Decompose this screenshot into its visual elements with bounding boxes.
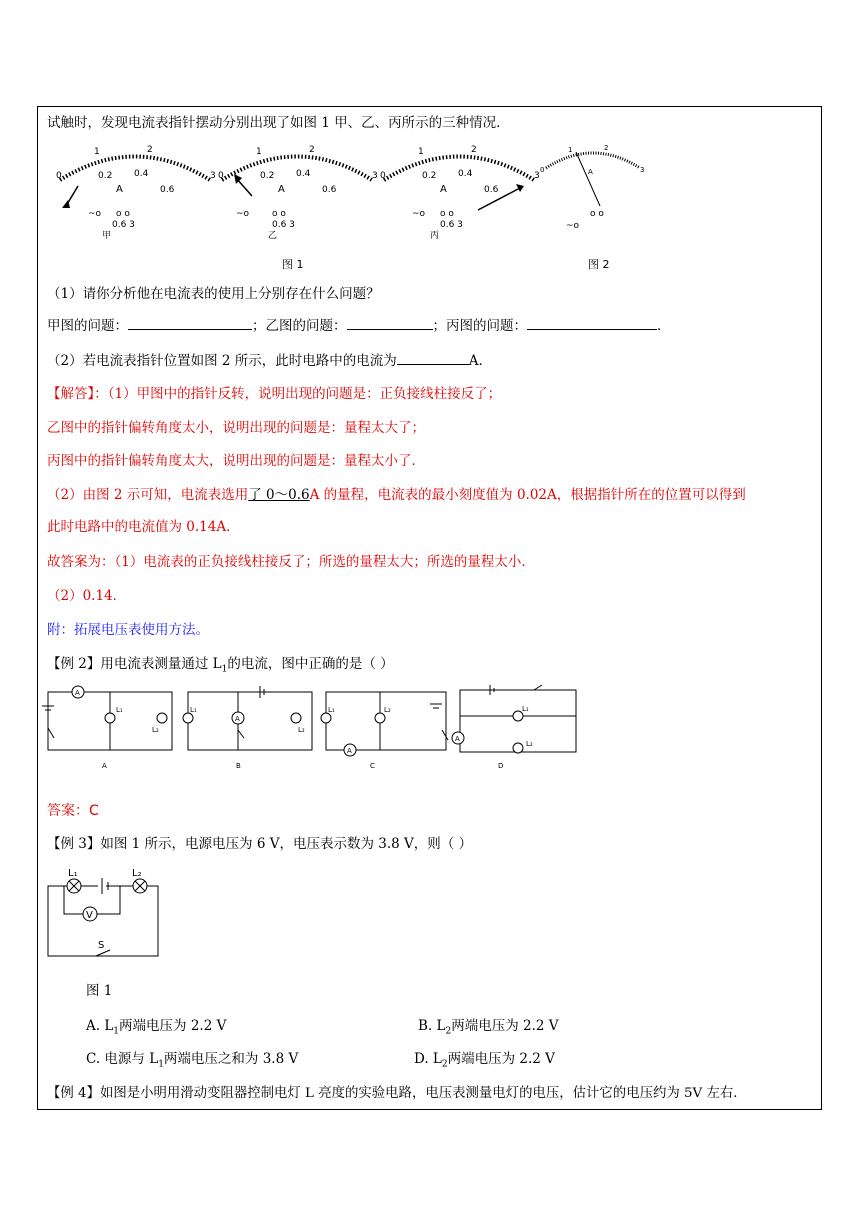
svg-text:A: A [440,184,447,195]
circuit-a [42,686,172,750]
option-d-post: 两端电压为 2.2 V [447,1051,555,1067]
svg-text:0.6 3: 0.6 3 [112,220,135,230]
svg-text:0.2: 0.2 [260,171,275,181]
svg-text:2: 2 [604,144,609,152]
meter-fig2 [540,144,644,231]
svg-text:0.4: 0.4 [458,169,473,179]
option-b [418,1017,559,1041]
example-2-pre: 【例 2】用电流表测量通过 L [47,656,222,672]
svg-text:1: 1 [418,147,424,157]
meter-yi [218,145,378,241]
example-3-fig-caption: 图 1 [86,983,113,999]
question-1-blanks [47,316,671,335]
svg-text:2: 2 [309,145,315,155]
intro-text: 试触时，发现电流表指针摆动分别出现了如图 1 甲、乙、丙所示的三种情况． [47,115,510,131]
option-d-sub: 2 [441,1059,448,1070]
answer-line-2: 乙图中的指针偏转角度太小，说明出现的问题是：量程太大了； [47,420,425,436]
svg-text:o o: o o [272,209,286,219]
svg-text:~o: ~o [566,221,580,231]
circuit-label-c: C [370,762,375,770]
option-c-post: 两端电压之和为 3.8 V [163,1051,299,1067]
circuit-d [452,685,576,753]
answer-line-1 [47,385,501,403]
option-c [86,1050,298,1074]
answer-4-a: （2）由图 2 示可知，电流表选用 [47,487,249,503]
option-b-sub: 2 [445,1026,452,1037]
answer-blank-jia[interactable] [128,316,252,330]
svg-text:0: 0 [380,171,386,181]
answer-4-b: A 的量程，电流表的最小刻度值为 0.02A，根据指针所在的位置可以得到 [309,487,746,503]
svg-text:3: 3 [640,166,645,174]
option-a-post: 两端电压为 2.2 V [119,1018,227,1034]
svg-text:0.6: 0.6 [484,185,499,195]
svg-text:S: S [98,940,105,951]
option-a [86,1017,226,1041]
svg-text:0.2: 0.2 [98,171,113,181]
svg-text:3: 3 [534,171,540,181]
svg-text:0.6: 0.6 [322,185,337,195]
blank-label-bing: ；丙图的问题： [432,318,527,334]
svg-text:A: A [588,168,593,176]
answer-line-7: （2）0.14． [47,588,127,604]
example-2 [47,655,394,679]
svg-text:0.6 3: 0.6 3 [440,220,463,230]
option-d [414,1050,555,1074]
svg-text:0: 0 [540,166,545,174]
svg-text:~o: ~o [88,209,102,219]
circuit-label-d: D [498,762,504,770]
question-1: （1）请你分析他在电流表的使用上分别存在什么问题？ [47,286,380,302]
option-a-pre: A. L [86,1018,114,1034]
label-bing: 丙 [430,231,440,241]
label-jia: 甲 [102,231,112,241]
fig2-caption: 图 2 [588,258,610,271]
blank-end: ． [657,318,671,334]
svg-text:0: 0 [218,171,224,181]
answer-1-text: ：（1）甲图中的指针反转，说明出现的问题是：正负接线柱接反了； [94,386,502,402]
circuit-b [183,686,312,750]
svg-text:A: A [235,715,240,723]
ammeter-figures [50,138,660,273]
answer-line-5: 此时电路中的电流值为 0.14A． [47,519,240,535]
option-b-pre: B. L [418,1018,446,1034]
answer-line-4 [47,486,746,504]
answer-blank-current[interactable] [397,351,469,365]
example-3: 【例 3】如图 1 所示，电源电压为 6 V，电压表示数为 3.8 V，则（ ） [47,836,473,852]
svg-text:1: 1 [94,147,100,157]
example-2-answer: 答案：C [47,803,99,819]
label-yi: 乙 [268,231,278,241]
svg-text:1: 1 [568,146,573,154]
svg-text:3: 3 [210,171,216,181]
svg-text:A: A [347,747,352,755]
svg-text:0: 0 [56,171,62,181]
svg-text:L₂: L₂ [298,726,305,734]
svg-text:V: V [86,910,93,921]
blank-label-yi: ；乙图的问题： [252,318,347,334]
meter-jia [56,145,216,241]
svg-text:o o: o o [440,209,454,219]
answer-line-3: 丙图中的指针偏转角度太大，说明出现的问题是：量程太小了． [47,453,425,469]
svg-text:o o: o o [590,209,604,219]
svg-text:A: A [455,735,460,743]
circuit-label-b: B [236,762,241,770]
svg-text:A: A [278,184,285,195]
appendix-text: 附：拓展电压表使用方法。 [47,622,209,638]
circuit-label-a: A [102,762,107,770]
fig1-caption: 图 1 [282,258,304,271]
question-2 [47,351,492,370]
example-4: 【例 4】如图是小明用滑动变阻器控制电灯 L 亮度的实验电路，电压表测量电灯的电压，估计它的电压约为 5V 左右． [47,1086,747,1101]
svg-text:L₁: L₁ [68,868,78,879]
svg-text:A: A [116,184,123,195]
meter-bing [380,145,540,241]
svg-text:L₂: L₂ [526,740,533,748]
example-2-post: 的电流，图中正确的是（ ） [227,656,394,672]
question-2-unit: A． [468,353,493,369]
circuit-diagrams [40,682,580,772]
svg-text:~o: ~o [236,209,250,219]
answer-blank-yi[interactable] [347,316,433,330]
answer-blank-bing[interactable] [527,316,657,330]
option-d-pre: D. L [414,1051,442,1067]
option-b-post: 两端电压为 2.2 V [451,1018,559,1034]
option-a-sub: 1 [113,1026,120,1037]
svg-text:L₂: L₂ [384,706,391,714]
svg-text:0.4: 0.4 [134,169,149,179]
svg-text:L₁: L₁ [116,706,123,714]
svg-text:L₁: L₁ [190,706,197,714]
svg-text:A: A [75,689,80,697]
svg-text:L₂: L₂ [132,868,142,879]
svg-text:0.6 3: 0.6 3 [272,220,295,230]
svg-text:0.4: 0.4 [296,169,311,179]
svg-text:L₂: L₂ [152,726,159,734]
question-2-text: （2）若电流表指针位置如图 2 所示，此时电路中的电流为 [47,353,397,369]
svg-text:L₁: L₁ [522,705,529,713]
circuit-c [321,692,448,756]
svg-text:0.2: 0.2 [422,171,437,181]
svg-text:1: 1 [256,147,262,157]
answer-4-underlined: 了 0～0.6 [248,487,310,503]
svg-text:2: 2 [471,145,477,155]
answer-line-6: 故答案为：（1）电流表的正负接线柱接反了；所选的量程太大；所选的量程太小． [47,554,535,570]
svg-text:L₁: L₁ [328,706,335,714]
example-3-circuit [44,866,164,962]
blank-label-jia: 甲图的问题： [47,318,128,334]
svg-text:0.6: 0.6 [160,185,175,195]
svg-text:o o: o o [116,209,130,219]
svg-text:~o: ~o [412,209,426,219]
svg-text:3: 3 [372,171,378,181]
example-2-sub: 1 [221,664,228,675]
option-c-sub: 1 [158,1059,164,1070]
option-c-pre: C. 电源与 L [86,1051,159,1067]
svg-text:2: 2 [147,145,153,155]
answer-tag: 【解答】 [47,386,95,402]
